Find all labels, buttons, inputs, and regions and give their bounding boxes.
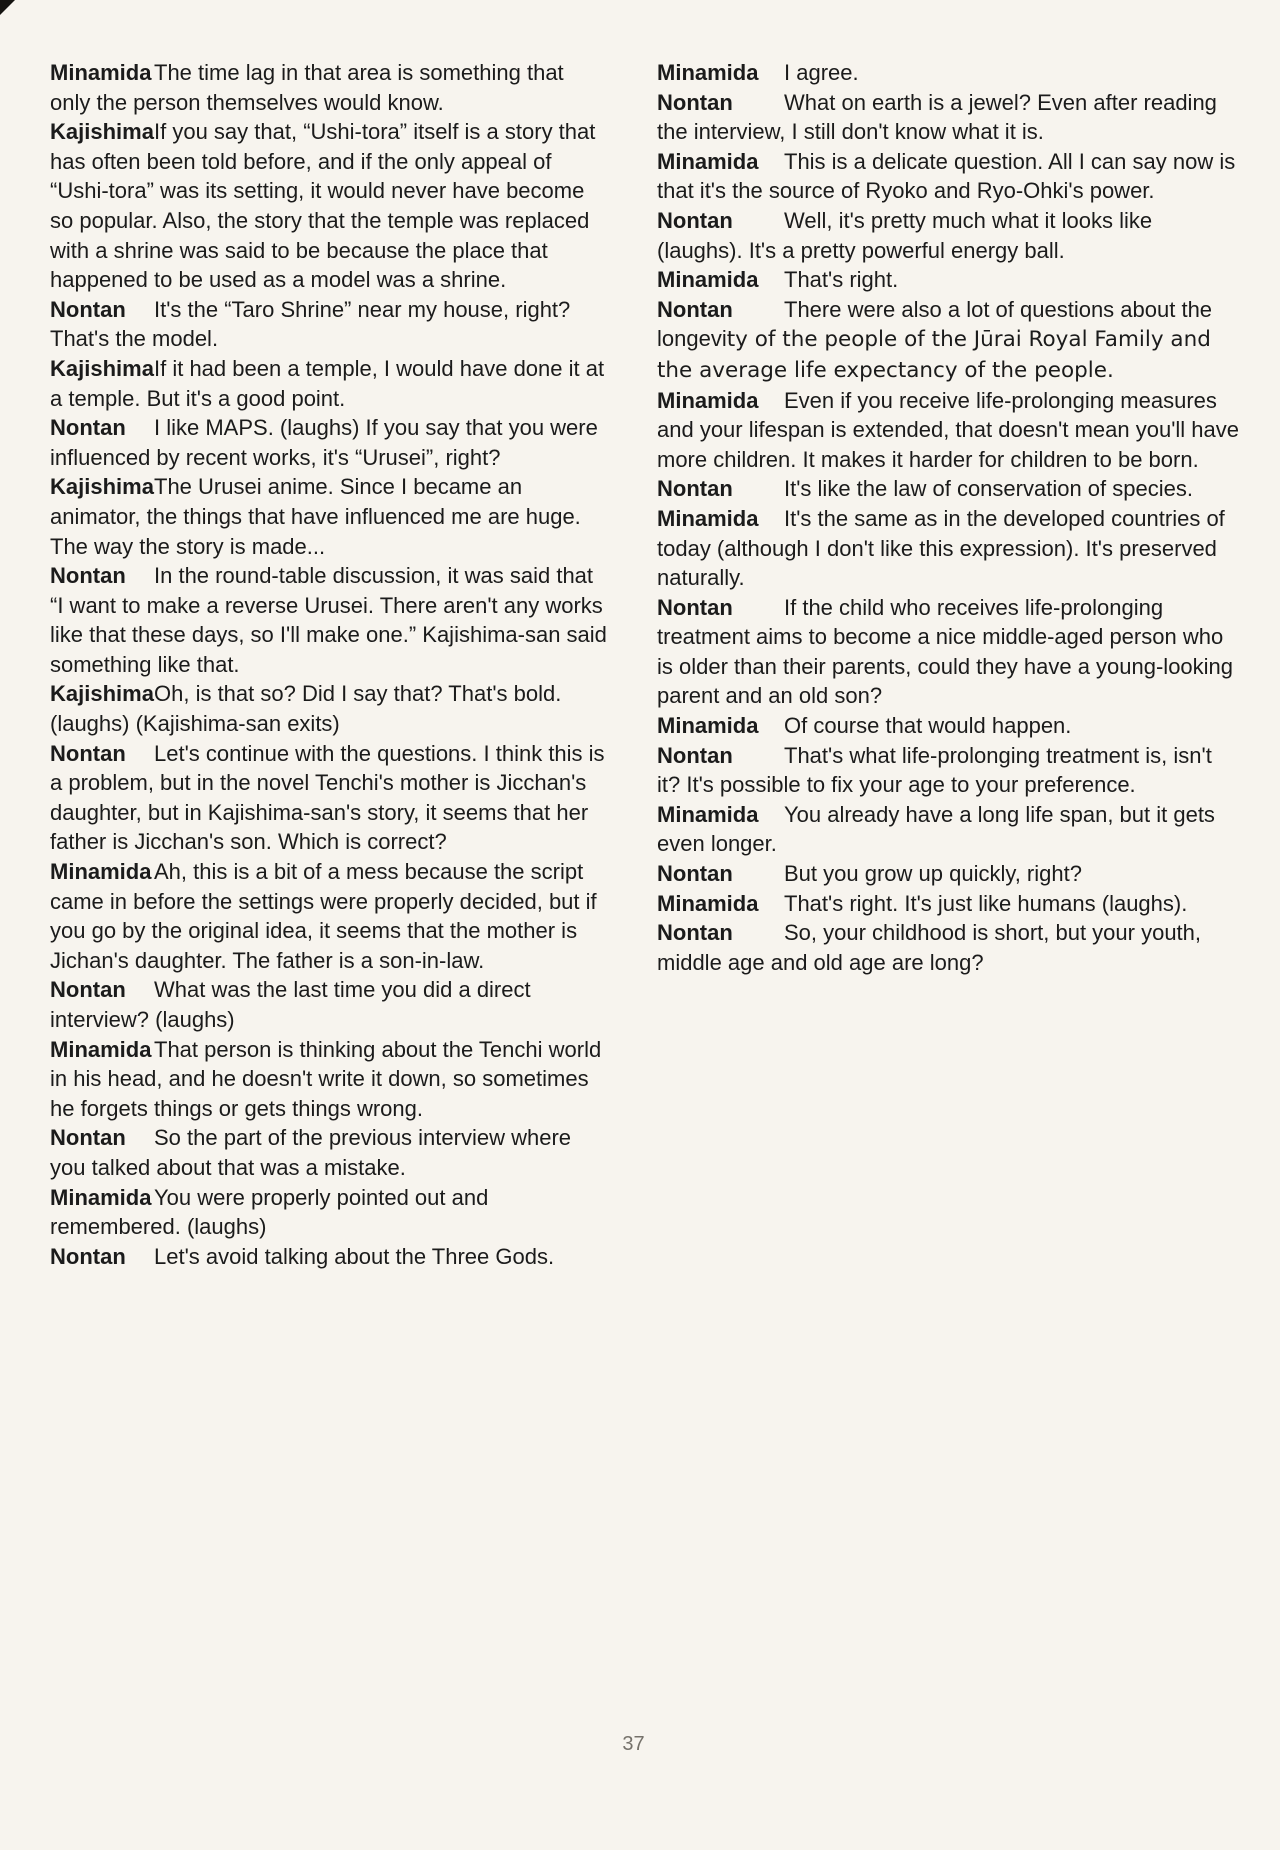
- speech-text: Oh, is that so? Did I say that? That's bold. (laughs) (Kajishima-san exits): [50, 681, 562, 737]
- dialogue-entry: [50, 472, 608, 561]
- dialogue-entry: [50, 679, 608, 738]
- dialogue-entry: [657, 593, 1241, 711]
- dialogue-entry: [50, 295, 608, 354]
- speaker-name: Nontan: [50, 296, 126, 322]
- speaker-name: Minamida: [657, 801, 759, 827]
- speech-text: That's right. It's just like humans (laughs).: [784, 890, 1188, 916]
- speech-text: That person is thinking about the Tenchi world in his head, and he doesn't write it down, so sometimes he forgets things or gets things wrong.: [50, 1036, 602, 1121]
- dialogue-entry: [657, 58, 1241, 88]
- speaker-name: Nontan: [657, 594, 733, 620]
- dialogue-entry: [50, 561, 608, 679]
- dialogue-entry: [50, 413, 608, 472]
- speech-text: In the round-table discussion, it was said that “I want to make a reverse Urusei. There aren't any works like that these days, so I'll make one.” Kajishima-san said something like that.: [50, 563, 607, 677]
- dialogue-entry: [657, 474, 1241, 504]
- speech-text: Even if you receive life-prolonging measures and your lifespan is extended, that doesn't mean you'll have more children. It makes it harder for children to be born.: [657, 387, 1240, 472]
- dialogue-entry: [657, 859, 1241, 889]
- speech-text: It's the same as in the developed countries of today (although I don't like this expression). It's preserved naturally.: [657, 505, 1225, 591]
- speech-text: The Urusei anime. Since I became an animator, the things that have influenced me are huge. The way the story is made...: [50, 474, 581, 559]
- dialogue-entry: [657, 206, 1241, 265]
- speech-text: If you say that, “Ushi-tora” itself is a story that has often been told before, and if the only appeal of “Ushi-tora” was its setting, it would never have become so popular. Also, the story that the temple was replaced with a shrine was said to be because the place that happened to be used as a model was a shrine.: [50, 119, 596, 293]
- column-left: [50, 58, 608, 1271]
- speech-text: You were properly pointed out and remembered. (laughs): [50, 1184, 489, 1240]
- page-number: 37: [622, 1733, 645, 1755]
- speech-text: This is a delicate question. All I can say now is that it's the source of Ryoko and Ryo-Ohki's power.: [657, 148, 1236, 204]
- speech-text: It's the “Taro Shrine” near my house, right? That's the model.: [50, 296, 571, 352]
- dialogue-entry: [657, 386, 1241, 475]
- dialogue-entry: [50, 1035, 608, 1124]
- speech-text: What was the last time you did a direct interview? (laughs): [50, 977, 531, 1032]
- speech-text: If the child who receives life-prolonging treatment aims to become a nice middle-aged person who is older than their parents, could they have a young-looking parent and an old son?: [657, 594, 1234, 709]
- speaker-name: Minamida: [50, 1184, 152, 1210]
- speaker-name: Kajishima: [50, 474, 154, 500]
- speech-text: I like MAPS. (laughs) If you say that you were influenced by recent works, it's “Urusei”, right?: [50, 415, 598, 470]
- dialogue-columns: [50, 58, 1241, 1271]
- dialogue-entry: [50, 1183, 608, 1242]
- speaker-name: Nontan: [50, 415, 126, 441]
- speaker-name: Minamida: [50, 60, 152, 85]
- dialogue-entry: [657, 88, 1241, 147]
- speaker-name: Nontan: [657, 861, 733, 887]
- speech-text: Ah, this is a bit of a mess because the script came in before the settings were properly decided, but if you go by the original idea, it seems that the mother is Jichan's daughter. The father is a son-in-law.: [50, 859, 597, 973]
- dialogue-entry: [50, 1242, 608, 1272]
- dialogue-entry: [50, 354, 608, 413]
- speech-text: I agree.: [784, 60, 859, 85]
- speech-text: So the part of the previous interview where you talked about that was a mistake.: [50, 1125, 572, 1180]
- speaker-name: Minamida: [657, 387, 759, 413]
- speech-text: Of course that would happen.: [784, 713, 1072, 739]
- speaker-name: Kajishima: [50, 119, 154, 145]
- speaker-name: Minamida: [657, 713, 759, 739]
- speech-text: The time lag in that area is something that only the person themselves would know.: [50, 60, 564, 115]
- speech-text: Let's avoid talking about the Three Gods.: [154, 1243, 555, 1269]
- dialogue-entry: [50, 975, 608, 1034]
- speech-text: What on earth is a jewel? Even after reading the interview, I still don't know what it is.: [657, 89, 1217, 145]
- speaker-name: Minamida: [657, 505, 759, 531]
- dialogue-entry: [657, 711, 1241, 741]
- speaker-name: Minamida: [50, 859, 152, 885]
- speaker-name: Nontan: [50, 1125, 126, 1151]
- dialogue-entry: [50, 117, 608, 295]
- dialogue-entry: [657, 741, 1241, 800]
- dialogue-entry: [50, 1123, 608, 1182]
- speech-text: You already have a long life span, but it gets even longer.: [657, 801, 1215, 857]
- speaker-name: Minamida: [657, 148, 759, 174]
- page-corner-mark: [0, 0, 15, 15]
- speech-text: Let's continue with the questions. I think this is a problem, but in the novel Tenchi's mother is Jicchan's daughter, but in Kajishima-san's story, it seems that her father is Jicchan's son. Which is correct?: [50, 740, 605, 855]
- speech-text: Well, it's pretty much what it looks like (laughs). It's a pretty powerful energy ball.: [657, 207, 1153, 263]
- column-right: [657, 58, 1241, 1271]
- speech-text: If it had been a temple, I would have done it at a temple. But it's a good point.: [50, 355, 605, 411]
- speech-text: That's what life-prolonging treatment is, isn't it? It's possible to fix your age to your preference.: [657, 742, 1212, 798]
- dialogue-entry: [50, 58, 608, 117]
- speaker-name: Nontan: [50, 977, 126, 1003]
- speech-text: It's like the law of conservation of species.: [784, 476, 1193, 502]
- speaker-name: Minamida: [657, 60, 759, 85]
- speech-text: That's right.: [784, 267, 899, 293]
- speaker-name: Nontan: [657, 476, 733, 502]
- dialogue-entry: [657, 265, 1241, 295]
- speech-text: So, your childhood is short, but your youth, middle age and old age are long?: [657, 920, 1202, 975]
- speaker-name: Kajishima: [50, 681, 154, 707]
- dialogue-entry: [657, 918, 1241, 977]
- speaker-name: Nontan: [50, 563, 126, 589]
- speaker-name: Nontan: [657, 296, 733, 322]
- dialogue-entry: [657, 889, 1241, 919]
- dialogue-entry: [657, 800, 1241, 859]
- speaker-name: Nontan: [657, 742, 733, 768]
- speaker-name: Minamida: [50, 1036, 152, 1062]
- speaker-name: Minamida: [657, 890, 759, 916]
- speech-text: But you grow up quickly, right?: [784, 861, 1082, 887]
- speaker-name: Kajishima: [50, 355, 154, 381]
- speaker-name: Nontan: [50, 1243, 126, 1269]
- speech-text-alt-font: ty of the people of the Jūrai Royal Family and the average life expectancy of the people.: [657, 327, 1211, 383]
- dialogue-entry: [50, 857, 608, 975]
- dialogue-entry: [657, 504, 1241, 593]
- speaker-name: Nontan: [657, 89, 733, 115]
- dialogue-entry: [50, 739, 608, 857]
- dialogue-entry: [657, 295, 1241, 386]
- speaker-name: Nontan: [657, 920, 733, 946]
- speaker-name: Minamida: [657, 267, 759, 293]
- speech-text: There were also a lot of questions about the longevi: [657, 296, 1213, 352]
- dialogue-entry: [657, 147, 1241, 206]
- speaker-name: Nontan: [657, 207, 733, 233]
- speaker-name: Nontan: [50, 740, 126, 766]
